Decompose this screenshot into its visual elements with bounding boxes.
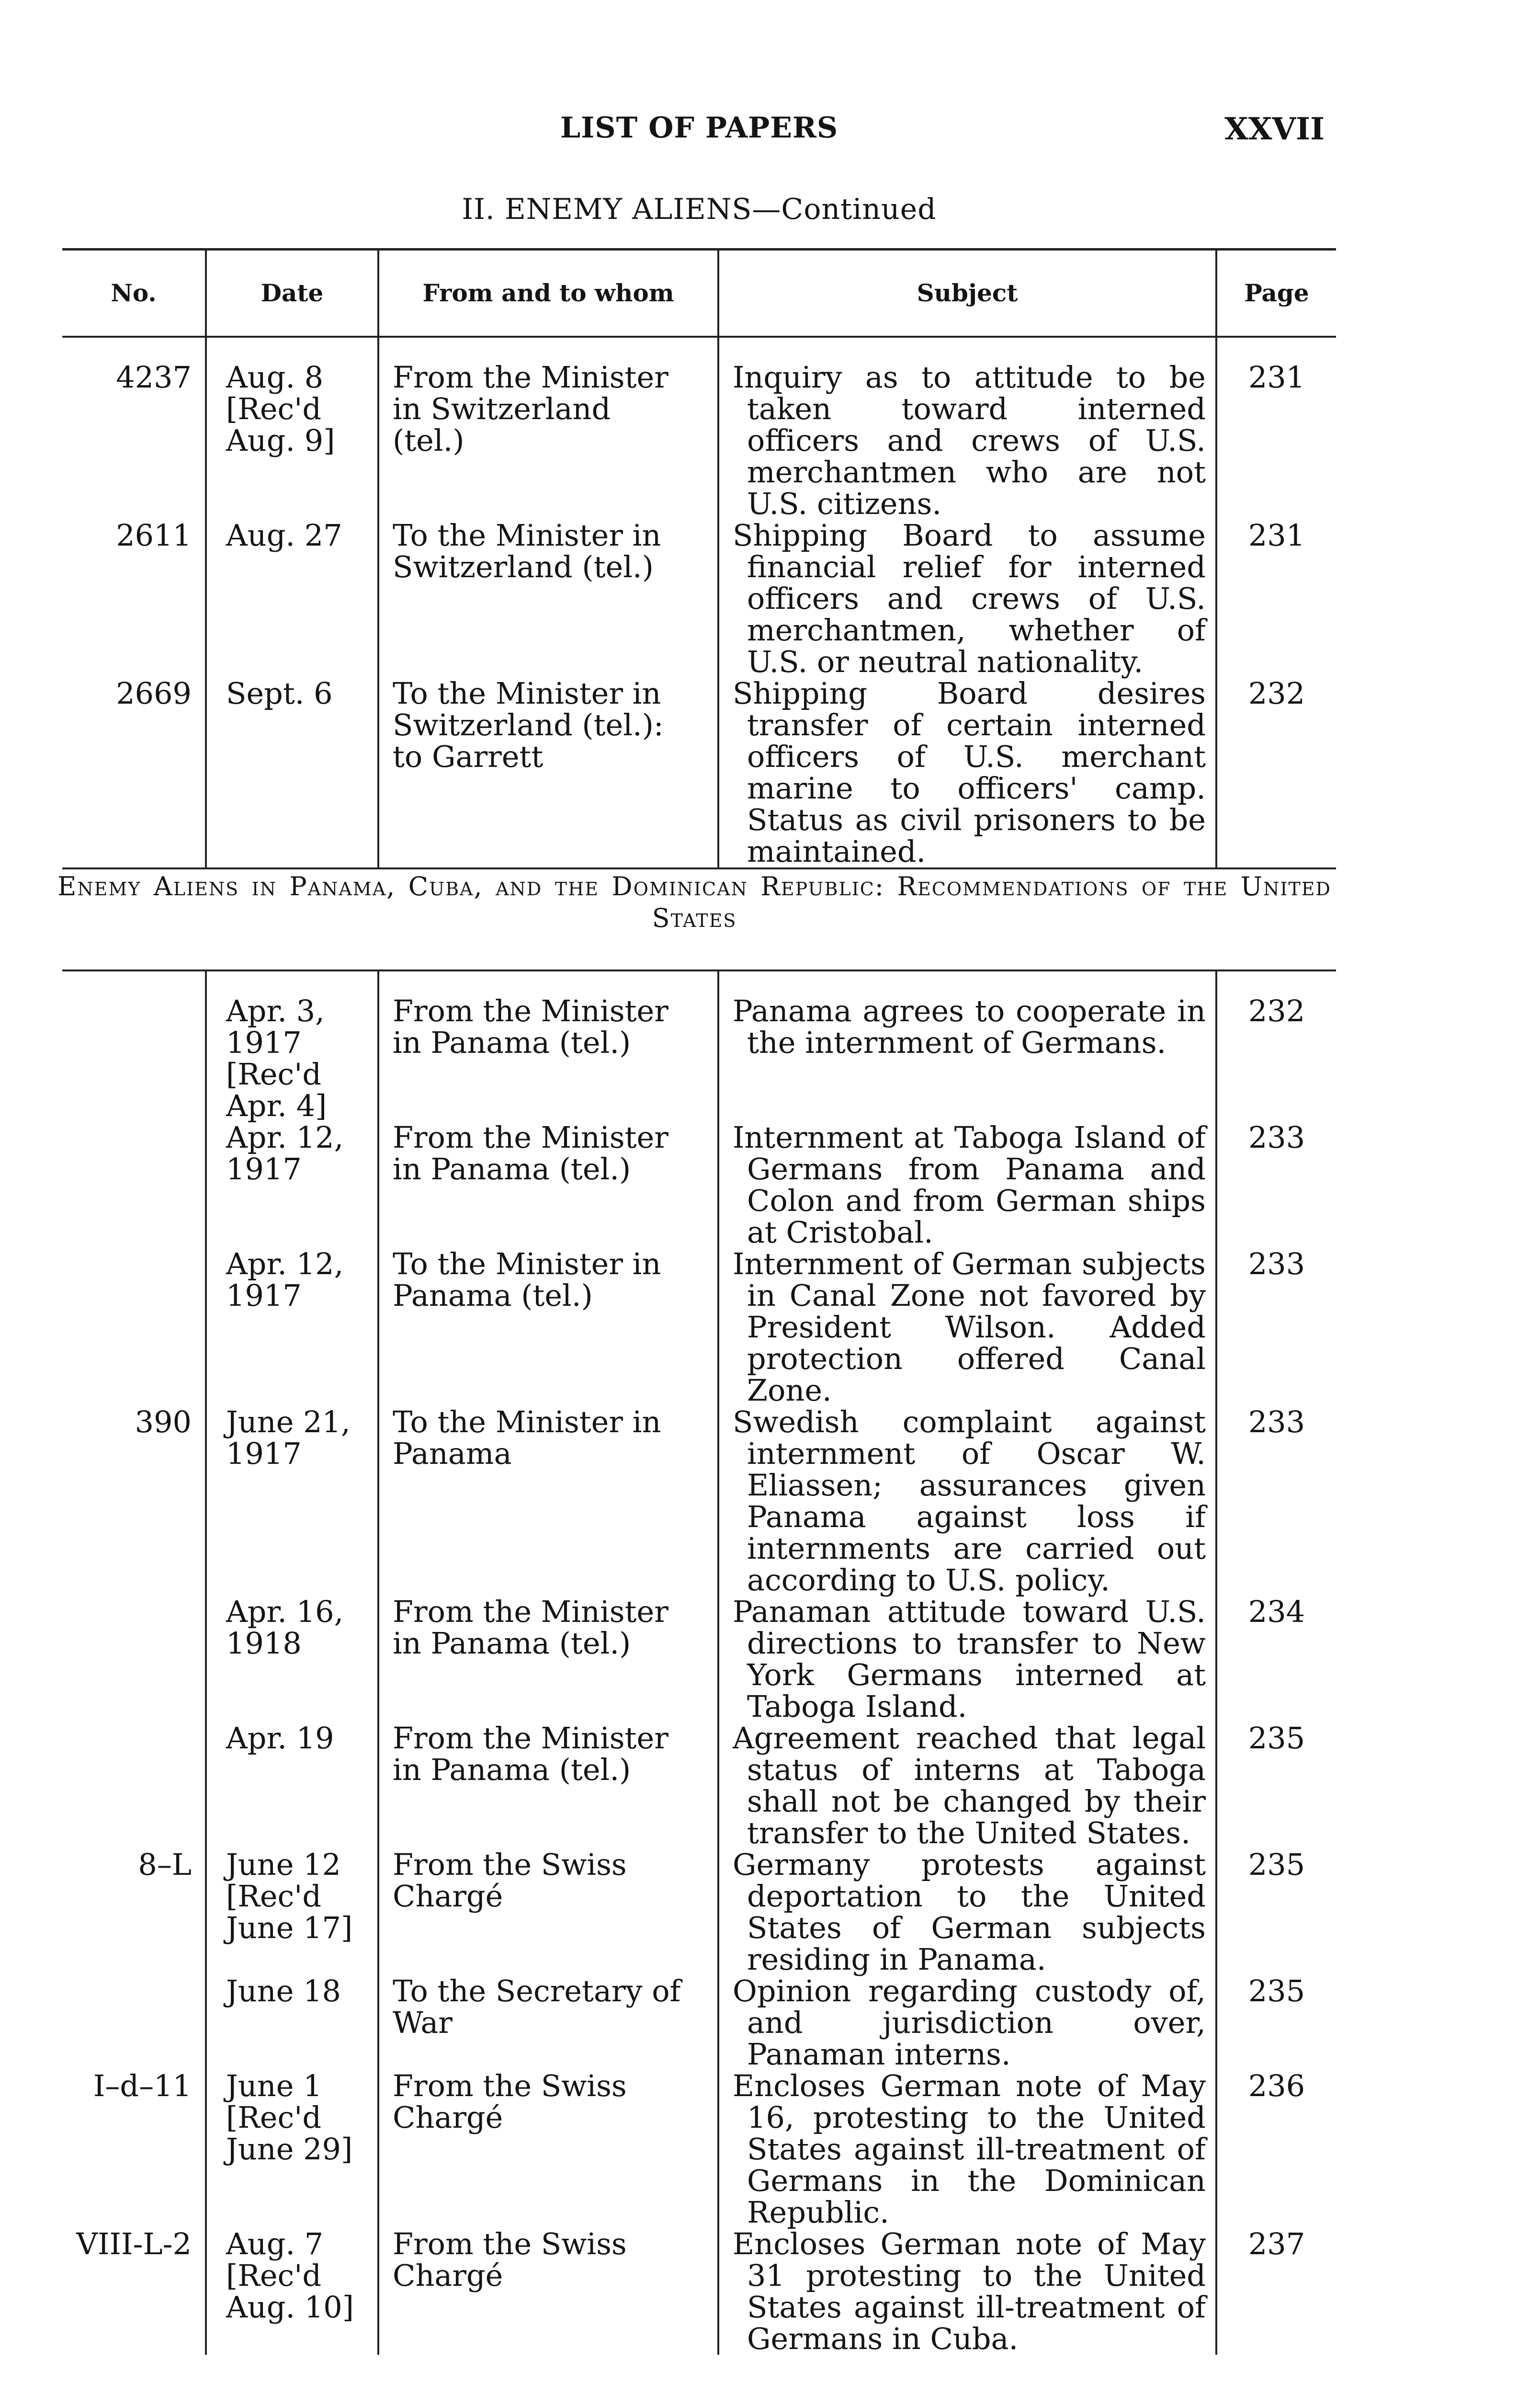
page-number: XXVII [1224,111,1325,147]
doc-number-cell: VIII-L-2 [76,2226,192,2261]
date-cell: Apr. 3, 1917 [Rec'd Apr. 4] [206,970,378,1122]
page-cell: 233 [1216,1406,1336,1596]
date-cell: Aug. 27 [206,520,378,678]
subject-cell: Agreement reached that legal status of interns at Taboga shall not be changed by their transfer to the United States. [718,1722,1216,1849]
doc-number-cell: 2611 [116,518,192,553]
running-head: LIST OF PAPERS [560,111,838,145]
doc-number-cell: 390 [135,1404,192,1439]
col-header-date: Date [206,250,378,337]
subject-cell: Panaman attitude toward U.S. directions to transfer to New York Germans interned at Taboga Island. [718,1596,1216,1722]
from-to-cell: To the Minister in Panama (tel.) [378,1248,718,1406]
subject-cell: Shipping Board to assume financial relief for interned officers and crews of U.S. merchantmen, whether of U.S. or neutral nationality. [718,520,1216,678]
doc-number-cell [62,1122,206,1248]
table-row [62,1596,1336,1722]
subject-cell: Panama agrees to cooperate in the internment of Germans. [718,970,1216,1122]
from-to-cell: To the Minister in Switzerland (tel.): to Garrett [378,678,718,868]
section-heading: II. ENEMY ALIENS—Continued [462,193,937,226]
col-header-subject: Subject [718,250,1216,337]
page-cell: 235 [1216,1975,1336,2070]
table-row [62,1849,1336,1975]
page-cell: 231 [1216,520,1336,678]
doc-number-cell [62,970,206,1122]
table-2-body [62,970,1336,2355]
date-cell: Aug. 7 [Rec'd Aug. 10] [206,2228,378,2355]
page-cell: 236 [1216,2070,1336,2228]
table-header-row [62,250,1336,337]
table-1-body [62,337,1336,868]
table-row [62,2228,1336,2355]
papers-table-1 [62,248,1336,869]
page-cell: 231 [1216,337,1336,520]
from-to-cell: From the Swiss Chargé [378,2228,718,2355]
subject-cell: Germany protests against deportation to the United States of German subjects residing in Panama. [718,1849,1216,1975]
table-row [62,1248,1336,1406]
subject-cell: Encloses German note of May 31 protesting to the United States against ill-treatment of Germans in Cuba. [718,2228,1216,2355]
from-to-cell: From the Minister in Panama (tel.) [378,1596,718,1722]
from-to-cell: From the Minister in Switzerland (tel.) [378,337,718,520]
table-row [62,1122,1336,1248]
doc-number-cell: 8–L [138,1847,192,1882]
doc-number-cell [62,1975,206,2070]
from-to-cell: To the Secretary of War [378,1975,718,2070]
from-to-cell: From the Swiss Chargé [378,1849,718,1975]
page-cell: 235 [1216,1722,1336,1849]
papers-table-2 [62,969,1336,2355]
doc-number-cell: 2669 [116,676,192,711]
date-cell: Aug. 8 [Rec'd Aug. 9] [206,337,378,520]
table-row [62,970,1336,1122]
date-cell: June 1 [Rec'd June 29] [206,2070,378,2228]
date-cell: Apr. 12, 1917 [206,1248,378,1406]
doc-number-cell: I–d–11 [93,2068,192,2103]
date-cell: June 12 [Rec'd June 17] [206,1849,378,1975]
date-cell: June 21, 1917 [206,1406,378,1596]
from-to-cell: To the Minister in Panama [378,1406,718,1596]
doc-number-cell: 4237 [116,360,192,395]
date-cell: Apr. 19 [206,1722,378,1849]
doc-number-cell [62,1248,206,1406]
table-row [62,1975,1336,2070]
table-row [62,678,1336,868]
subject-cell: Internment of German subjects in Canal Zone not favored by President Wilson. Added protection offered Canal Zone. [718,1248,1216,1406]
table-row [62,1722,1336,1849]
date-cell: Sept. 6 [206,678,378,868]
table-row [62,337,1336,520]
subject-cell: Inquiry as to attitude to be taken toward interned officers and crews of U.S. merchantmen who are not U.S. citizens. [718,337,1216,520]
col-header-page: Page [1216,250,1336,337]
subject-cell: Internment at Taboga Island of Germans from Panama and Colon and from German ships at Cristobal. [718,1122,1216,1248]
page-cell: 234 [1216,1596,1336,1722]
page-cell: 232 [1216,678,1336,868]
from-to-cell: To the Minister in Switzerland (tel.) [378,520,718,678]
doc-number-cell [62,1596,206,1722]
from-to-cell: From the Minister in Panama (tel.) [378,970,718,1122]
subject-cell: Opinion regarding custody of, and jurisdiction over, Panaman interns. [718,1975,1216,2070]
from-to-cell: From the Minister in Panama (tel.) [378,1722,718,1849]
subject-cell: Shipping Board desires transfer of certain interned officers of U.S. merchant marine to officers' camp. Status as civil prisoners to be maintained. [718,678,1216,868]
col-header-no: No. [62,250,206,337]
page-cell: 235 [1216,1849,1336,1975]
col-header-from: From and to whom [378,250,718,337]
subject-cell: Encloses German note of May 16, protesting to the United States against ill-treatment of Germans in the Dominican Republic. [718,2070,1216,2228]
date-cell: Apr. 16, 1918 [206,1596,378,1722]
page-cell: 237 [1216,2228,1336,2355]
page-cell: 233 [1216,1122,1336,1248]
from-to-cell: From the Minister in Panama (tel.) [378,1122,718,1248]
sub-heading: Enemy Aliens in Panama, Cuba, and the Dominican Republic: Recommendations of the United States [57,871,1331,933]
page-cell: 233 [1216,1248,1336,1406]
doc-number-cell [62,1722,206,1849]
date-cell: Apr. 12, 1917 [206,1122,378,1248]
from-to-cell: From the Swiss Chargé [378,2070,718,2228]
table-row [62,1406,1336,1596]
subject-cell: Swedish complaint against internment of Oscar W. Eliassen; assurances given Panama against loss if internments are carried out according to U.S. policy. [718,1406,1216,1596]
table-row [62,520,1336,678]
page-cell: 232 [1216,970,1336,1122]
date-cell: June 18 [206,1975,378,2070]
table-row [62,2070,1336,2228]
